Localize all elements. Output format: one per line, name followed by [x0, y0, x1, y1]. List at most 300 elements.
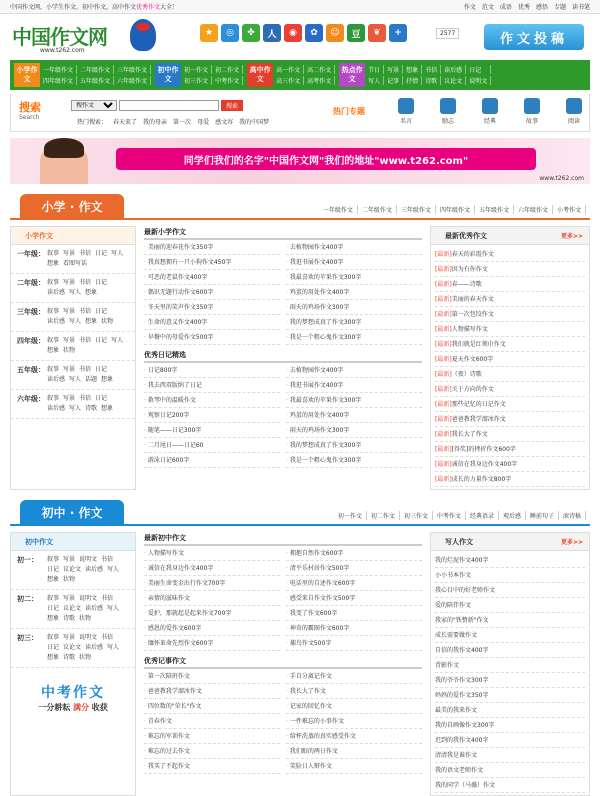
- share-count: 2577: [436, 28, 459, 39]
- inspire-icon: [440, 98, 456, 114]
- list-item[interactable]: · 亲情的滋味作文: [144, 591, 280, 606]
- list-item[interactable]: · 缅怀革命先烈作文600字: [144, 636, 280, 651]
- grade-link[interactable]: 状物: [63, 576, 76, 583]
- list-item[interactable]: 我的自画像作文300字: [435, 718, 585, 733]
- grade-link[interactable]: 日记: [47, 605, 60, 612]
- list-item[interactable]: [435, 307, 585, 322]
- nav-link[interactable]: 四年级作文: [43, 76, 77, 85]
- list-item-text: [得奖]的挫折作文600字: [451, 446, 516, 453]
- nav-group: [155, 63, 243, 87]
- grade-link[interactable]: 写景: [63, 556, 76, 563]
- list-item[interactable]: 背影作文: [435, 658, 585, 673]
- list-item[interactable]: · 笑脸日人辩作文: [286, 759, 422, 774]
- list-item[interactable]: · 手自分离记作文: [286, 669, 422, 684]
- top-links: [458, 2, 590, 11]
- nav-link[interactable]: 日记: [469, 65, 491, 74]
- grade-link[interactable]: 读后感: [47, 376, 66, 383]
- list-item[interactable]: · 美丽的迎春花作文350字: [144, 240, 280, 255]
- section-link[interactable]: 六年级作文: [518, 205, 553, 214]
- list-item[interactable]: [435, 472, 585, 487]
- nav-link[interactable]: 议论文: [444, 76, 466, 85]
- nav-badge[interactable]: 高中作文: [247, 63, 273, 87]
- list-item[interactable]: · 鸡蛋的用处作文400字: [286, 408, 422, 423]
- grade-link[interactable]: 读后感: [85, 605, 104, 612]
- grade-link[interactable]: 书信: [79, 308, 92, 315]
- list-item[interactable]: · 我长大了作文: [286, 684, 422, 699]
- search-type-select[interactable]: [71, 100, 117, 111]
- grade-link[interactable]: 读后感: [47, 405, 66, 412]
- list-item[interactable]: [435, 397, 585, 412]
- weibo-icon[interactable]: ◉: [284, 24, 302, 42]
- search-button[interactable]: 搜索: [221, 100, 243, 111]
- grade-name[interactable]: 五年级：: [17, 366, 45, 374]
- grade-link[interactable]: 诗歌: [63, 654, 76, 661]
- grade-row: [11, 303, 135, 332]
- list-item[interactable]: · 我真想拥有一只小狗作文450字: [144, 255, 280, 270]
- list-item[interactable]: · 冬天里的笑声作文350字: [144, 300, 280, 315]
- grade-link[interactable]: 日记: [95, 366, 108, 373]
- list-item[interactable]: · 青春作文: [144, 714, 280, 729]
- chat-icon[interactable]: ◎: [221, 24, 239, 42]
- list-item[interactable]: · 神奇的霸圈作文600字: [286, 621, 422, 636]
- logo-text: 中国作文网: [12, 25, 107, 49]
- list-item[interactable]: [435, 412, 585, 427]
- hot-word[interactable]: 感文容: [215, 119, 234, 126]
- list-item[interactable]: · 我们眼的两日作文: [286, 744, 422, 759]
- grade-link[interactable]: 说明文: [79, 556, 98, 563]
- nav-link[interactable]: 想象: [406, 65, 422, 74]
- section-link[interactable]: 中考作文: [437, 511, 466, 520]
- grade-name[interactable]: 三年级：: [17, 308, 45, 316]
- list-item[interactable]: · 我是一个粗心鬼作文300字: [286, 453, 422, 468]
- section-link[interactable]: 五年级作文: [479, 205, 514, 214]
- grade-link[interactable]: 日记: [47, 566, 60, 573]
- grade-link[interactable]: 状物: [63, 347, 76, 354]
- nav-link[interactable]: 抒情: [406, 76, 422, 85]
- grade-link[interactable]: 议论文: [63, 605, 82, 612]
- list-item[interactable]: · 我最喜欢的苹果作文300字: [286, 393, 422, 408]
- list-item[interactable]: 自信的我作文400字: [435, 643, 585, 658]
- list-item[interactable]: [435, 367, 585, 382]
- list-item[interactable]: [435, 322, 585, 337]
- nav-link[interactable]: 说明文: [469, 76, 491, 85]
- nav-link[interactable]: 高三作文: [276, 76, 304, 85]
- list-item[interactable]: · 可恶的老鼠作文400字: [144, 270, 280, 285]
- list-item[interactable]: 我的烂泥作文400字: [435, 553, 585, 568]
- list-item[interactable]: [435, 352, 585, 367]
- list-item[interactable]: 爱的陪伴作文: [435, 598, 585, 613]
- more-link[interactable]: 更多>>: [560, 539, 583, 546]
- list-item[interactable]: [435, 442, 585, 457]
- primary-grades-title: 小学作文: [11, 227, 135, 245]
- grade-link[interactable]: 日记: [95, 395, 108, 402]
- section-link[interactable]: 滚诗稿: [563, 511, 586, 520]
- nav-links: [184, 65, 243, 85]
- section-link[interactable]: 睡前句子: [530, 511, 559, 520]
- grade-link[interactable]: 日记: [95, 279, 108, 286]
- new-tag: [最新]: [435, 281, 452, 288]
- grade-link[interactable]: 写景: [63, 595, 76, 602]
- list-item[interactable]: · 难忘的军训作文: [144, 729, 280, 744]
- list-item[interactable]: · 感恩的爱作文600字: [144, 621, 280, 636]
- search-input[interactable]: [119, 100, 219, 111]
- nav-badge[interactable]: 小学作文: [14, 63, 40, 87]
- nav-link[interactable]: 高二作文: [307, 65, 335, 74]
- nav-link[interactable]: 五年级作文: [80, 76, 114, 85]
- grade-link[interactable]: 写景: [63, 337, 76, 344]
- topic-tool[interactable]: [433, 98, 463, 125]
- grade-link[interactable]: 写人: [111, 250, 124, 257]
- hot-word[interactable]: 我的母亲: [143, 119, 168, 126]
- list-item-text: 夏天作文600字: [451, 356, 494, 363]
- grade-link[interactable]: 叙事: [47, 595, 60, 602]
- list-item[interactable]: · 第一次陪班作文: [144, 669, 280, 684]
- grade-link[interactable]: 看图写话: [63, 260, 88, 267]
- list-item[interactable]: · 捕鸟作文500字: [286, 636, 422, 651]
- nav-link[interactable]: 节日: [368, 65, 384, 74]
- logo-url: www.t262.com: [40, 47, 85, 54]
- grade-link[interactable]: 读后感: [47, 289, 66, 296]
- nav-link[interactable]: 三年级作文: [117, 65, 151, 74]
- list-item[interactable]: · 清平乐村居作文500字: [286, 561, 422, 576]
- list-item[interactable]: 小小书本作文: [435, 568, 585, 583]
- grade-link[interactable]: 叙事: [47, 279, 60, 286]
- nav-link[interactable]: 一年级作文: [43, 65, 77, 74]
- list-item[interactable]: · 早餐中的母爱作文500字: [144, 330, 280, 345]
- list-item-text: 第一次包饺作文: [451, 311, 494, 318]
- grade-link[interactable]: 叙事: [47, 634, 60, 641]
- topic-tool[interactable]: [559, 98, 589, 125]
- grade-link[interactable]: 书信: [101, 634, 114, 641]
- grade-name[interactable]: 初三：: [17, 634, 38, 642]
- list-item[interactable]: · 生命的意义作文400字: [144, 315, 280, 330]
- grade-link[interactable]: 想象: [47, 347, 60, 354]
- section-link[interactable]: 一年级作文: [323, 205, 358, 214]
- grade-link[interactable]: 想象: [85, 318, 98, 325]
- grade-link[interactable]: 写人: [111, 337, 124, 344]
- grade-link[interactable]: 书信: [79, 250, 92, 257]
- nav-link[interactable]: 六年级作文: [117, 76, 151, 85]
- nav-link[interactable]: 读后感: [444, 65, 466, 74]
- list-item[interactable]: · 诚信在我身边作文400字: [144, 561, 280, 576]
- kaixin-icon[interactable]: ☺: [326, 24, 344, 42]
- list-item[interactable]: · 我是一个粗心鬼作文300字: [286, 330, 422, 345]
- grade-links: [47, 278, 129, 298]
- list-item[interactable]: · 四位数的"荣长"作文: [144, 699, 280, 714]
- grade-link[interactable]: 议论文: [63, 644, 82, 651]
- list-item[interactable]: · 鸡蛋的用处作文400字: [286, 285, 422, 300]
- grade-link[interactable]: 叙事: [47, 395, 60, 402]
- top-link[interactable]: 感悟: [535, 4, 548, 11]
- grade-link[interactable]: 书信: [101, 556, 114, 563]
- grade-links: [47, 249, 129, 269]
- hot-word[interactable]: 母爱: [197, 119, 210, 126]
- nav-link[interactable]: 写人: [368, 76, 384, 85]
- grade-link[interactable]: 想象: [47, 654, 60, 661]
- grade-link[interactable]: 写人: [107, 605, 120, 612]
- list-item[interactable]: · 游泳日记600字: [144, 453, 280, 468]
- renren-icon[interactable]: 人: [263, 24, 281, 42]
- banner-girl-image: [40, 140, 88, 184]
- paw-icon[interactable]: ✿: [305, 24, 323, 42]
- grade-link[interactable]: 写景: [63, 279, 76, 286]
- grade-link[interactable]: 想象: [47, 576, 60, 583]
- primary-mid1-title: 最新小学作文: [144, 226, 422, 240]
- list-item[interactable]: · 我去西双版纳了日记: [144, 378, 280, 393]
- list-item[interactable]: 我家的"铁赞新"作文: [435, 613, 585, 628]
- grade-link[interactable]: 叙事: [47, 308, 60, 315]
- grade-link[interactable]: 日记: [47, 644, 60, 651]
- hot-label: 热门搜索：: [77, 119, 108, 126]
- section-link[interactable]: 初一作文: [338, 511, 367, 520]
- list-item[interactable]: 我的同学（马薇）作文: [435, 778, 585, 793]
- grade-link[interactable]: 日记: [95, 337, 108, 344]
- site-logo[interactable]: [12, 17, 162, 57]
- grade-link[interactable]: 议论文: [63, 566, 82, 573]
- section-link[interactable]: 三年级作文: [401, 205, 436, 214]
- topic-tool[interactable]: [517, 98, 547, 125]
- grade-link[interactable]: 诗歌: [63, 615, 76, 622]
- list-item[interactable]: [435, 292, 585, 307]
- list-item[interactable]: 我的语文老师作文: [435, 763, 585, 778]
- list-item[interactable]: · 我的梦想成真了作文300字: [286, 315, 422, 330]
- section-link[interactable]: 小考作文: [557, 205, 586, 214]
- list-item[interactable]: [435, 262, 585, 277]
- nav-link[interactable]: 初三作文: [184, 76, 212, 85]
- grade-link[interactable]: 日记: [95, 308, 108, 315]
- list-item[interactable]: · 偶识无题行动作文600字: [144, 285, 280, 300]
- grade-row: [11, 551, 135, 590]
- grade-link[interactable]: 话题: [85, 376, 98, 383]
- grade-name[interactable]: 二年级：: [17, 279, 45, 287]
- grade-link[interactable]: 写人: [69, 405, 82, 412]
- list-item[interactable]: · 我买了不起作文: [144, 759, 280, 774]
- zhongkao-promo[interactable]: [15, 674, 131, 720]
- nav-link[interactable]: 诗歌: [425, 76, 441, 85]
- grade-link[interactable]: 说明文: [79, 634, 98, 641]
- topic-tool[interactable]: [391, 98, 421, 125]
- grade-link[interactable]: 叙事: [47, 556, 60, 563]
- list-item[interactable]: · 拥抱自然作文600字: [286, 546, 422, 561]
- top-link[interactable]: 优秀: [517, 4, 530, 11]
- grade-link[interactable]: 状物: [101, 318, 114, 325]
- more-link[interactable]: 更多>>: [560, 233, 583, 240]
- list-item[interactable]: 清清我是谁作文: [435, 748, 585, 763]
- primary-right-title: 最新优秀作文: [445, 231, 487, 240]
- grade-link[interactable]: 叙事: [47, 337, 60, 344]
- grade-link[interactable]: 状物: [79, 615, 92, 622]
- list-item[interactable]: · 爸爸教我学溜冰作文: [144, 684, 280, 699]
- list-item[interactable]: · 我变了作文600字: [286, 606, 422, 621]
- grade-link[interactable]: 想象: [47, 615, 60, 622]
- list-item-text: 春——诗歌: [451, 281, 482, 288]
- topic-tool-label: 阅读: [567, 118, 580, 125]
- douban-icon[interactable]: 豆: [347, 24, 365, 42]
- grade-link[interactable]: 读后感: [85, 566, 104, 573]
- grade-name[interactable]: 六年级：: [17, 395, 45, 403]
- grade-links: [47, 633, 129, 663]
- nav-link[interactable]: 初一作文: [184, 65, 212, 74]
- new-tag: [最新]: [435, 476, 452, 483]
- list-item[interactable]: · 难忘的过去作文: [144, 744, 280, 759]
- list-item[interactable]: · 我的梦想成真了作文300字: [286, 438, 422, 453]
- section-link[interactable]: 初二作文: [371, 511, 400, 520]
- grade-link[interactable]: 想象: [47, 260, 60, 267]
- list-item[interactable]: · 我逛书展作文400字: [286, 255, 422, 270]
- list-item[interactable]: · 美丽生命变金出行作文700字: [144, 576, 280, 591]
- topic-tool-label: 励志: [441, 118, 454, 125]
- section-link[interactable]: 四年级作文: [440, 205, 475, 214]
- list-item[interactable]: · 感受来自作文作文500字: [286, 591, 422, 606]
- list-item[interactable]: · 爱护，那就起是起来作文700字: [144, 606, 280, 621]
- list-item[interactable]: 最美的我来作文: [435, 703, 585, 718]
- hot-word[interactable]: 春天来了: [113, 119, 138, 126]
- list-item[interactable]: [435, 277, 585, 292]
- list-item[interactable]: 我的爷爷作文300字: [435, 673, 585, 688]
- submit-essay-button[interactable]: 作文投稿: [484, 24, 584, 50]
- section-link[interactable]: 经典语录: [470, 511, 499, 520]
- clover-icon[interactable]: ✤: [242, 24, 260, 42]
- star-icon[interactable]: ★: [200, 24, 218, 42]
- section-link[interactable]: 二年级作文: [362, 205, 397, 214]
- section-link[interactable]: 初三作文: [404, 511, 433, 520]
- grade-link[interactable]: 写景: [63, 308, 76, 315]
- nav-link[interactable]: 初二作文: [215, 65, 243, 74]
- nav-link[interactable]: 写景: [387, 65, 403, 74]
- list-item[interactable]: · 记家的回忆作文: [286, 699, 422, 714]
- grade-links: [47, 594, 129, 624]
- grade-row: [11, 361, 135, 390]
- secondary-tag: 初中 · 作文: [20, 500, 124, 524]
- list-item[interactable]: · 去植物园作文400字: [286, 363, 422, 378]
- section-link[interactable]: 观后感: [503, 511, 526, 520]
- grade-link[interactable]: 读后感: [47, 318, 66, 325]
- list-item[interactable]: · 我最喜欢的苹果作文300字: [286, 270, 422, 285]
- nav-link[interactable]: 中考作文: [215, 76, 243, 85]
- primary-section-head: [10, 192, 590, 220]
- grade-name[interactable]: 初一：: [17, 556, 38, 564]
- list-item[interactable]: · 我逛书展作文400字: [286, 378, 422, 393]
- grade-link[interactable]: 书信: [79, 395, 92, 402]
- grade-link[interactable]: 写景: [63, 366, 76, 373]
- nav-group: [247, 63, 335, 87]
- grade-link[interactable]: 书信: [79, 337, 92, 344]
- top-link[interactable]: 作文: [463, 4, 476, 11]
- list-item[interactable]: · 雨天的鸡场作文300字: [286, 423, 422, 438]
- grade-link[interactable]: 写景: [63, 395, 76, 402]
- list-item[interactable]: · 一件难忘的小事作文: [286, 714, 422, 729]
- list-item[interactable]: · 给杯洗蒸的真实感受作文: [286, 729, 422, 744]
- zhongkao-title: 中考作文: [41, 684, 105, 701]
- list-item[interactable]: [435, 427, 585, 442]
- list-item[interactable]: 我心目中的好老师作文: [435, 583, 585, 598]
- grade-links: [47, 307, 129, 327]
- grade-link[interactable]: 写人: [107, 566, 120, 573]
- grade-link[interactable]: 想象: [85, 289, 98, 296]
- nav-link[interactable]: 记事: [387, 76, 403, 85]
- grade-name[interactable]: 四年级：: [17, 337, 45, 345]
- list-item[interactable]: · 观察日记200字: [144, 408, 280, 423]
- nav-link[interactable]: 高考作文: [307, 76, 335, 85]
- list-item[interactable]: [435, 337, 585, 352]
- grade-link[interactable]: 想象: [101, 376, 114, 383]
- topic-tool[interactable]: [475, 98, 505, 125]
- nav-link[interactable]: 高一作文: [276, 65, 304, 74]
- grade-link[interactable]: 写人: [69, 289, 82, 296]
- list-item[interactable]: · 人物描写作文: [144, 546, 280, 561]
- grade-row: [11, 390, 135, 419]
- grade-link[interactable]: 写景: [63, 250, 76, 257]
- grade-link[interactable]: 叙事: [47, 366, 60, 373]
- list-item[interactable]: · 电话里的自述作文600字: [286, 576, 422, 591]
- tongue-icon[interactable]: ❦: [368, 24, 386, 42]
- grade-link[interactable]: 日记: [95, 250, 108, 257]
- grade-link[interactable]: 状物: [79, 654, 92, 661]
- list-item[interactable]: · 去植物园作文400字: [286, 240, 422, 255]
- top-link[interactable]: 读书笔: [571, 4, 590, 11]
- list-item[interactable]: 迟到的我作文400字: [435, 733, 585, 748]
- top-bar: [0, 0, 600, 14]
- list-item-text: 我们就是红领巾作文: [451, 341, 506, 348]
- plus-icon[interactable]: +: [389, 24, 407, 42]
- banner[interactable]: [10, 138, 590, 184]
- new-tag: [最新]: [435, 341, 452, 348]
- hot-word[interactable]: 第一次: [173, 119, 192, 126]
- grade-link[interactable]: 写景: [63, 634, 76, 641]
- grade-link[interactable]: 书信: [79, 366, 92, 373]
- list-item-text: 因为有你作文: [451, 266, 488, 273]
- header: [0, 14, 600, 60]
- list-item[interactable]: [435, 247, 585, 262]
- top-link[interactable]: 范文: [481, 4, 494, 11]
- grade-link[interactable]: 书信: [79, 279, 92, 286]
- nav-badge[interactable]: 热点作文: [339, 63, 365, 87]
- list-item[interactable]: 成长需要做作文: [435, 628, 585, 643]
- grade-link[interactable]: 说明文: [79, 595, 98, 602]
- top-link[interactable]: 专题: [553, 4, 566, 11]
- grade-link[interactable]: 写人: [107, 644, 120, 651]
- list-item[interactable]: · 雨天的鸡场作文300字: [286, 300, 422, 315]
- quote-icon: [398, 98, 414, 114]
- list-item-text: 爸爸教我学溜冰作文: [451, 416, 506, 423]
- list-item[interactable]: [435, 382, 585, 397]
- nav-link[interactable]: 书信: [425, 65, 441, 74]
- grade-link[interactable]: 读后感: [85, 644, 104, 651]
- list-item[interactable]: [435, 457, 585, 472]
- nav-link[interactable]: 二年级作文: [80, 65, 114, 74]
- new-tag: [最新]: [435, 446, 452, 453]
- grade-link[interactable]: 想象: [101, 405, 114, 412]
- grade-link[interactable]: 写人: [69, 318, 82, 325]
- list-item[interactable]: · 日记800字: [144, 363, 280, 378]
- grade-link[interactable]: 诗歌: [85, 405, 98, 412]
- grade-link[interactable]: 叙事: [47, 250, 60, 257]
- list-item-text: 成长的力量作文800字: [451, 476, 512, 483]
- hot-word[interactable]: 我的中国梦: [239, 119, 270, 126]
- grade-link[interactable]: 写人: [69, 376, 82, 383]
- top-link[interactable]: 成语: [499, 4, 512, 11]
- list-item[interactable]: · 二月尾日——日记60: [144, 438, 280, 453]
- grade-link[interactable]: 书信: [101, 595, 114, 602]
- grade-name[interactable]: 一年级：: [17, 250, 45, 258]
- list-item[interactable]: · 救琴中的温暖作文: [144, 393, 280, 408]
- main-nav: [10, 60, 590, 90]
- list-item[interactable]: · 随笔——日记300字: [144, 423, 280, 438]
- grade-name[interactable]: 初二：: [17, 595, 38, 603]
- secondary-links: [338, 511, 586, 520]
- nav-badge[interactable]: 初中作文: [155, 63, 181, 87]
- list-item[interactable]: 妈妈的爱作文350字: [435, 688, 585, 703]
